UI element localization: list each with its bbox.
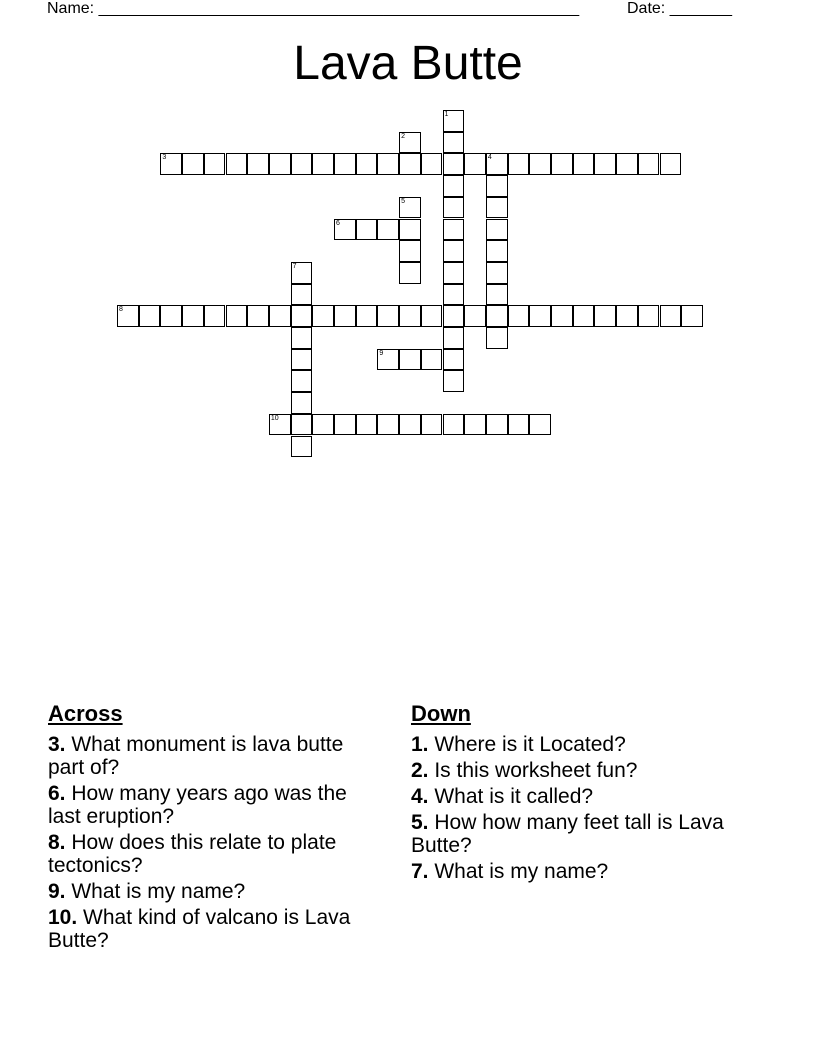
grid-cell[interactable] [681,305,703,327]
clue-number-label: 7 [292,262,297,270]
grid-cell[interactable] [291,392,313,414]
grid-cell[interactable] [443,327,465,349]
clue-number-label: 9 [379,349,384,357]
grid-cell[interactable] [421,349,443,371]
grid-cell[interactable] [486,414,508,436]
grid-cell[interactable] [312,153,334,175]
clue-text: What kind of valcano is Lava Butte? [48,906,351,952]
grid-cell[interactable] [291,284,313,306]
grid-cell[interactable] [616,153,638,175]
grid-cell[interactable] [117,305,139,327]
clue-number: 3. [48,733,66,756]
grid-cell[interactable] [443,349,465,371]
across-clue [48,831,378,877]
grid-cell[interactable] [269,414,291,436]
name-line: Name: ______________________________________________________ [47,0,580,17]
grid-cell[interactable] [226,305,248,327]
clue-text: How does this relate to plate tectonics? [48,831,337,877]
grid-cell[interactable] [312,305,334,327]
grid-cell[interactable] [399,240,421,262]
grid-cell[interactable] [421,153,443,175]
grid-cell[interactable] [529,414,551,436]
grid-cell[interactable] [334,414,356,436]
clue-text: What is it called? [428,785,594,808]
clue-number: 9. [48,880,66,903]
grid-cell[interactable] [551,305,573,327]
grid-cell[interactable] [247,153,269,175]
grid-cell[interactable] [291,436,313,458]
grid-cell[interactable] [334,153,356,175]
across-heading: Across [48,701,123,726]
grid-cell[interactable] [421,414,443,436]
grid-cell[interactable] [334,219,356,241]
grid-cell[interactable] [529,153,551,175]
down-clue [411,759,751,782]
clue-number: 2. [411,759,429,782]
grid-cell[interactable] [443,262,465,284]
grid-cell[interactable] [247,305,269,327]
across-clue [48,733,378,779]
down-clue [411,860,751,883]
grid-cell[interactable] [443,414,465,436]
down-clue-list [411,733,751,883]
clue-number: 7. [411,860,429,883]
grid-cell[interactable] [486,197,508,219]
grid-cell[interactable] [334,305,356,327]
grid-cell[interactable] [486,240,508,262]
across-clue [48,906,378,952]
clue-text: How many years ago was the last eruption? [48,782,347,828]
grid-cell[interactable] [204,153,226,175]
grid-cell[interactable] [594,153,616,175]
clue-text: What is my name? [65,880,246,903]
grid-cell[interactable] [204,305,226,327]
clue-number-label: 2 [401,132,405,140]
clue-number-label: 5 [401,197,405,205]
grid-cell[interactable] [291,153,313,175]
grid-cell[interactable] [638,305,660,327]
clue-number: 10. [48,906,78,929]
grid-cell[interactable] [508,414,530,436]
grid-cell[interactable] [573,153,595,175]
clue-number-label: 6 [336,219,340,227]
grid-cell[interactable] [399,132,421,154]
grid-cell[interactable] [291,327,313,349]
grid-cell[interactable] [486,327,508,349]
grid-cell[interactable] [508,153,530,175]
clue-number: 1. [411,733,429,756]
grid-cell[interactable] [399,262,421,284]
clue-text: What is my name? [428,860,609,883]
clue-number-label: 8 [119,306,123,314]
clue-number: 6. [48,782,66,805]
down-clues [411,702,751,886]
down-clue [411,811,751,857]
grid-cell[interactable] [464,414,486,436]
grid-cell[interactable] [377,153,399,175]
grid-cell[interactable] [443,219,465,241]
grid-cell[interactable] [464,153,486,175]
grid-cell[interactable] [443,370,465,392]
grid-cell[interactable] [377,349,399,371]
grid-cell[interactable] [291,370,313,392]
grid-cell[interactable] [291,262,313,284]
grid-cell[interactable] [399,197,421,219]
grid-cell[interactable] [443,240,465,262]
grid-cell[interactable] [508,305,530,327]
across-clue-list [48,733,378,952]
grid-cell[interactable] [291,305,313,327]
grid-cell[interactable] [486,305,508,327]
grid-cell[interactable] [312,414,334,436]
clue-text: Is this worksheet fun? [428,759,638,782]
clue-number: 5. [411,811,429,834]
grid-cell[interactable] [660,305,682,327]
grid-cell[interactable] [399,349,421,371]
across-clue [48,880,378,903]
grid-cell[interactable] [399,414,421,436]
grid-cell[interactable] [356,153,378,175]
page-title: Lava Butte [293,37,523,90]
down-clue [411,785,751,808]
across-clues [48,702,378,955]
grid-cell[interactable] [443,110,465,132]
grid-cell[interactable] [486,153,508,175]
grid-cell[interactable] [594,305,616,327]
across-clue [48,782,378,828]
grid-cell[interactable] [399,219,421,241]
grid-cell[interactable] [443,197,465,219]
grid-cell[interactable] [160,153,182,175]
grid-cell[interactable] [486,262,508,284]
grid-cell[interactable] [399,305,421,327]
grid-cell[interactable] [399,153,421,175]
down-clue [411,733,751,756]
grid-cell[interactable] [160,305,182,327]
grid-cell[interactable] [356,305,378,327]
grid-cell[interactable] [486,219,508,241]
date-line: Date: _______ [627,0,732,17]
grid-cell[interactable] [139,305,161,327]
grid-cell[interactable] [377,305,399,327]
grid-cell[interactable] [443,305,465,327]
grid-cell[interactable] [377,414,399,436]
grid-cell[interactable] [443,284,465,306]
grid-cell[interactable] [638,153,660,175]
grid-cell[interactable] [660,153,682,175]
clue-number-label: 4 [487,154,492,162]
grid-cell[interactable] [291,414,313,436]
clue-text: How how many feet tall is Lava Butte? [411,811,724,857]
grid-cell[interactable] [486,284,508,306]
grid-cell[interactable] [269,153,291,175]
grid-cell[interactable] [356,219,378,241]
clue-number-label: 10 [270,414,279,422]
grid-cell[interactable] [443,132,465,154]
grid-cell[interactable] [182,305,204,327]
grid-cell[interactable] [291,349,313,371]
grid-cell[interactable] [226,153,248,175]
clue-number-label: 1 [444,111,449,118]
grid-cell[interactable] [443,153,465,175]
grid-cell[interactable] [464,305,486,327]
grid-cell[interactable] [377,219,399,241]
grid-cell[interactable] [529,305,551,327]
grid-cell[interactable] [443,175,465,197]
clue-text: Where is it Located? [428,733,626,756]
grid-cell[interactable] [551,153,573,175]
grid-cell[interactable] [486,175,508,197]
grid-cell[interactable] [356,414,378,436]
grid-cell[interactable] [269,305,291,327]
clue-text: What monument is lava butte part of? [48,733,344,779]
grid-cell[interactable] [616,305,638,327]
clue-number: 8. [48,831,66,854]
down-heading: Down [411,701,471,726]
grid-cell[interactable] [573,305,595,327]
clue-number-label: 3 [162,154,167,162]
clue-number: 4. [411,785,429,808]
grid-cell[interactable] [421,305,443,327]
grid-cell[interactable] [182,153,204,175]
